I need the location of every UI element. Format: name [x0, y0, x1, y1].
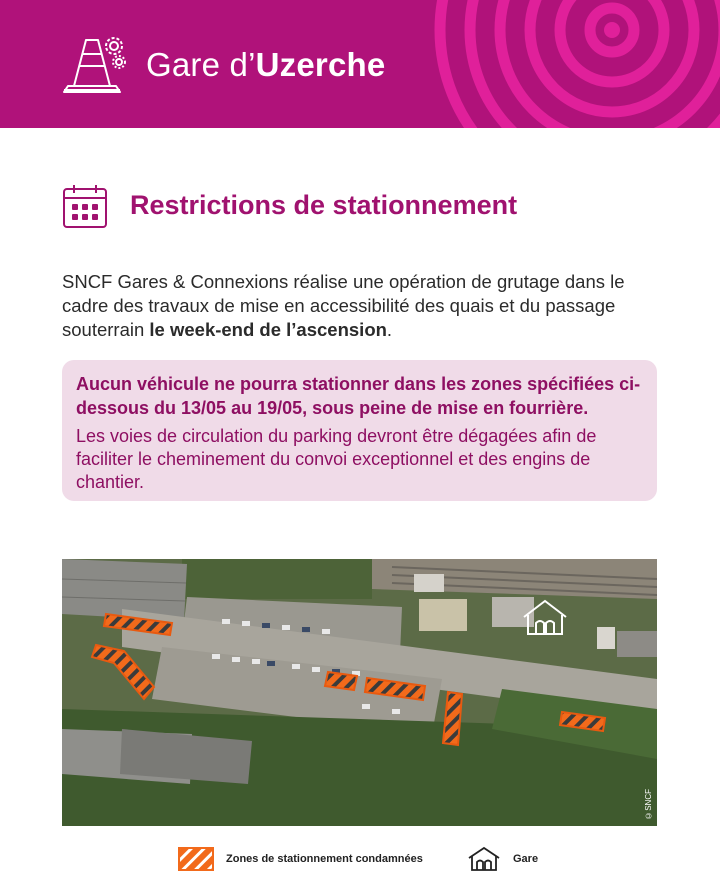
alert-details: Les voies de circulation du parking devront être dégagées afin de faciliter le cheminement du convoi exceptionnel et des engins de chantier.: [76, 426, 597, 492]
legend-zones: [178, 844, 423, 874]
hatched-zone-icon: [178, 847, 214, 871]
page-title: Gare d’Uzerche: [146, 46, 386, 83]
photo-credit: ©SNCF: [644, 789, 653, 820]
legend-zones-label: Zones de stationnement condamnées: [226, 853, 423, 865]
legend-station: [467, 844, 538, 874]
aerial-map: [62, 559, 657, 826]
aerial-photo: [62, 559, 657, 826]
section-title: Restrictions de stationnement: [130, 190, 518, 220]
page-header: [0, 0, 720, 128]
construction-cone-gears-icon: [62, 34, 128, 96]
intro-paragraph: SNCF Gares & Connexions réalise une opération de grutage dans le cadre des travaux de mise en accessibilité des quais et du passage souterrain le week-end de l’ascension.: [62, 271, 625, 340]
alert-warning: Aucun véhicule ne pourra stationner dans les zones spécifiées ci-dessous du 13/05 au 19/05, sous peine de mise en fourrière.: [76, 374, 641, 418]
intro-emphasis: le week-end de l’ascension: [149, 319, 387, 340]
legend-station-label: Gare: [513, 853, 539, 865]
calendar-icon: [62, 183, 108, 229]
station-house-icon: [467, 846, 501, 872]
alert-box: [62, 360, 657, 501]
